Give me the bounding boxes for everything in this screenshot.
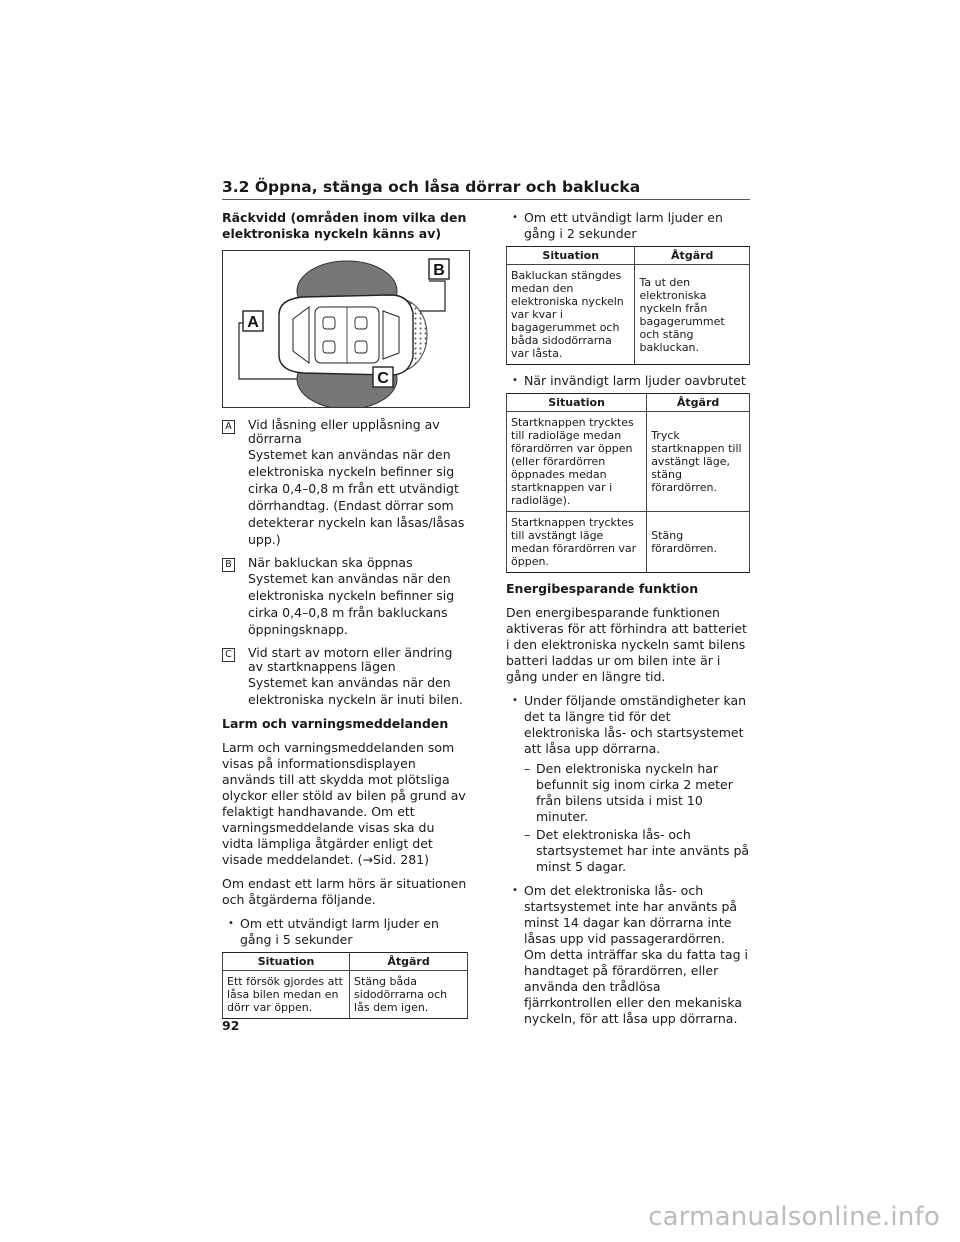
item-description: Systemet kan användas när den elektroniska nyckeln är inuti bilen. — [248, 675, 464, 707]
item-title: Vid låsning eller upplåsning av dörrarna — [248, 417, 440, 446]
table-header-action: Åtgärd — [647, 394, 750, 412]
table-row — [507, 512, 750, 573]
table-header-situation: Situation — [223, 953, 350, 971]
bullet-item: • Om det elektroniska lås- och startsystemet inte har använts på minst 14 dagar kan dörrarna inte låsas upp vid passagerardörren. Om detta inträffar ska du fatta tag i handtaget på förardörren, eller använda den trådlösa fjärrkontrollen eller den mekaniska nyckeln, för att låsa upp dörrarna. — [506, 883, 750, 1027]
callout-line-b — [419, 281, 445, 311]
item-description: Systemet kan användas när den elektroniska nyckeln befinner sig cirka 0,4–0,8 m från ett utvändigt dörrhandtag. (Endast dörrar som detekterar nyckeln kan låsas/låsas upp.) — [248, 447, 465, 547]
bullet-item: • Under följande omständigheter kan det ta längre tid för det elektroniska lås- och startsystemet att låsa upp dörrarna. — [506, 693, 750, 757]
left-column — [222, 210, 468, 1027]
item-description: Systemet kan användas när den elektroniska nyckeln befinner sig cirka 0,4–0,8 m från bakluckans öppningsknapp. — [248, 571, 455, 637]
energy-title: Energibesparande funktion — [506, 581, 699, 596]
table-cell-situation: Bakluckan stängdes medan den elektroniska nyckeln var kvar i bagagerummet och båda sidodörrarna var låsta. — [507, 265, 635, 365]
alarm-paragraph: Larm och varningsmeddelanden som visas på informationsdisplayen används till att skydda mot plötsliga olyckor eller stöld av bilen på grund av felaktigt handhavande. Om ett varningsmeddelande visas ska du vidta lämpliga åtgärder enligt det visade meddelandet. (→Sid. 281) — [222, 740, 466, 867]
seat — [323, 341, 335, 353]
car-top-view-illustration — [223, 251, 469, 407]
table-cell-action: Stäng båda sidodörrarna och lås dem igen. — [350, 971, 468, 1019]
dash-item — [506, 761, 750, 825]
letter-box-c: C — [222, 648, 235, 662]
key-range-diagram — [222, 250, 470, 408]
alarm-title: Larm och varningsmeddelanden — [222, 716, 449, 731]
alarm-table-1 — [222, 952, 468, 1019]
table-header-situation: Situation — [507, 247, 635, 265]
table-row — [507, 412, 750, 512]
alarm-table-3 — [506, 393, 750, 573]
range-title: Räckvidd (områden inom vilka den elektroniska nyckeln känns av) — [222, 210, 467, 241]
table-cell-action: Stäng förardörren. — [647, 512, 750, 573]
table-cell-action: Tryck startknappen till avstängt läge, stäng förardörren. — [647, 412, 750, 512]
table-cell-action: Ta ut den elektroniska nyckeln från bagagerummet och stäng bakluckan. — [635, 265, 750, 365]
bullet-item: • När invändigt larm ljuder oavbrutet — [506, 373, 750, 389]
range-item-b — [222, 556, 468, 638]
letter-box-b: B — [222, 558, 235, 572]
dash-mark: – — [524, 761, 531, 776]
alarm-table-2 — [506, 246, 750, 365]
table-header-situation: Situation — [507, 394, 647, 412]
item-title: Vid start av motorn eller ändring av startknappens lägen — [248, 645, 453, 674]
table-row — [507, 265, 750, 365]
seat — [355, 317, 367, 329]
dash-item-text: Den elektroniska nyckeln har befunnit sig inom cirka 2 meter från bilens utsida i mist 10 minuter. — [536, 761, 733, 824]
dash-mark: – — [524, 827, 531, 842]
section-header: 3.2 Öppna, stänga och låsa dörrar och baklucka — [222, 178, 750, 200]
dash-item — [506, 827, 750, 875]
seat — [323, 317, 335, 329]
energy-paragraph: Den energibesparande funktionen aktiveras för att förhindra att batteriet i den elektroniska nyckeln samt bilens batteri laddas ur om bilen inte är i gång under en längre tid. — [506, 605, 747, 684]
table-cell-situation: Ett försök gjordes att låsa bilen medan en dörr var öppen. — [223, 971, 350, 1019]
bullet-item: • Om ett utvändigt larm ljuder en gång i 2 sekunder — [506, 210, 750, 242]
table-cell-situation: Startknappen trycktes till avstängt läge medan förardörren var öppen. — [507, 512, 647, 573]
item-title: När bakluckan ska öppnas — [248, 555, 413, 570]
bullet-item: • Om ett utvändigt larm ljuder en gång i 5 sekunder — [222, 916, 468, 948]
table-header-action: Åtgärd — [350, 953, 468, 971]
diagram-label-c: C — [377, 370, 389, 387]
watermark: carmanualsonline.info — [648, 1202, 940, 1232]
seat — [355, 341, 367, 353]
rear-window — [383, 311, 399, 359]
table-header-action: Åtgärd — [635, 247, 750, 265]
range-item-a — [222, 418, 468, 548]
diagram-label-a: A — [247, 314, 259, 331]
table-row — [223, 971, 468, 1019]
right-column — [506, 210, 750, 1031]
letter-box-a: A — [222, 420, 235, 434]
page-number: 92 — [222, 1018, 240, 1033]
dash-item-text: Det elektroniska lås- och startsystemet har inte använts på minst 5 dagar. — [536, 827, 750, 874]
alarm-paragraph-2: Om endast ett larm hörs är situationen och åtgärderna följande. — [222, 876, 467, 907]
range-item-c — [222, 646, 468, 708]
table-cell-situation: Startknappen trycktes till radioläge medan förardörren var öppen (eller förardörren öppnades medan startknappen var i radioläge). — [507, 412, 647, 512]
diagram-label-b: B — [433, 262, 445, 279]
